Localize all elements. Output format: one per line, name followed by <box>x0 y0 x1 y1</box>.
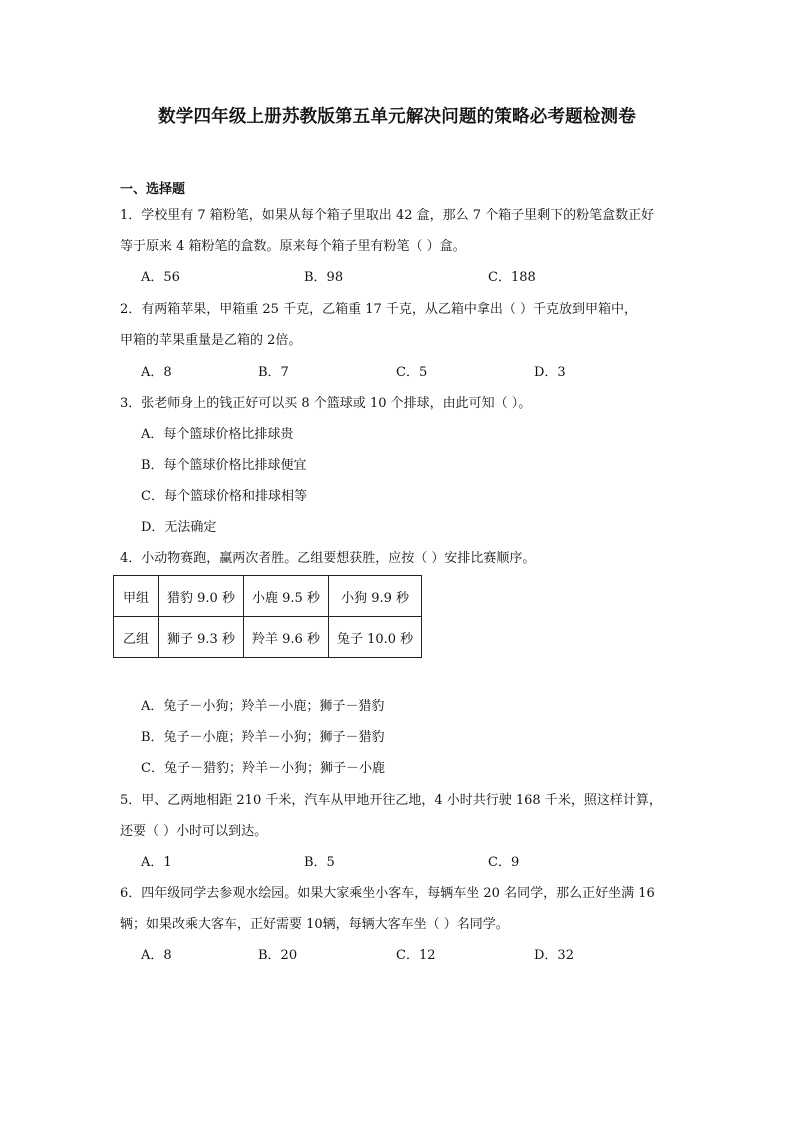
question-1-line-1: 1．学校里有 7 箱粉笔，如果从每个箱子里取出 42 盒，那么 7 个箱子里剩下的粉笔盒数正好 <box>120 208 655 223</box>
question-4-option-c: C．兔子－猎豹；羚羊－小狗；狮子－小鹿 <box>141 761 385 776</box>
table-cell: 乙组 <box>114 617 159 658</box>
question-5-line-1: 5．甲、乙两地相距 210 千米，汽车从甲地开往乙地，4 小时共行驶 168 千米，照这样计算， <box>120 793 662 808</box>
question-4-option-b: B．兔子－小鹿；羚羊－小狗；狮子－猎豹 <box>141 730 385 745</box>
question-6-option-c: C．12 <box>396 948 436 963</box>
question-2-line-2: 甲箱的苹果重量是乙箱的 2倍。 <box>120 333 302 348</box>
question-4-option-a: A．兔子－小狗；羚羊－小鹿；狮子－猎豹 <box>141 699 385 714</box>
question-3-line-1: 3．张老师身上的钱正好可以买 8 个篮球或 10 个排球，由此可知（ ）。 <box>120 396 532 411</box>
question-5-option-b: B．5 <box>304 855 335 870</box>
question-3-option-c: C．每个篮球价格和排球相等 <box>141 489 307 504</box>
question-6-line-1: 6．四年级同学去参观水绘园。如果大家乘坐小客车，每辆车坐 20 名同学，那么正好坐满 16 <box>120 886 655 901</box>
question-4-line-1: 4．小动物赛跑，赢两次者胜。乙组要想获胜，应按（ ）安排比赛顺序。 <box>120 551 536 566</box>
table-cell: 小狗 9.9 秒 <box>328 576 421 617</box>
question-6-option-b: B．20 <box>258 948 298 963</box>
table-cell: 甲组 <box>114 576 159 617</box>
question-5-line-2: 还要（ ）小时可以到达。 <box>120 824 268 839</box>
question-1-option-c: C．188 <box>488 270 536 285</box>
question-6-line-2: 辆；如果改乘大客车，正好需要 10辆，每辆大客车坐（ ）名同学。 <box>120 917 509 932</box>
question-1-line-2: 等于原来 4 箱粉笔的盒数。原来每个箱子里有粉笔（ ）盒。 <box>120 239 466 254</box>
question-2-option-d: D．3 <box>534 365 566 380</box>
question-1-option-b: B．98 <box>304 270 344 285</box>
section-heading: 一、选择题 <box>120 182 186 197</box>
question-3-option-d: D．无法确定 <box>141 520 217 535</box>
table-cell: 兔子 10.0 秒 <box>328 617 421 658</box>
question-3-option-b: B．每个篮球价格比排球便宜 <box>141 458 307 473</box>
page-title: 数学四年级上册苏教版第五单元解决问题的策略必考题检测卷 <box>158 107 636 127</box>
question-6-option-a: A．8 <box>141 948 172 963</box>
table-row <box>114 617 422 658</box>
question-2-line-1: 2．有两箱苹果，甲箱重 25 千克，乙箱重 17 千克，从乙箱中拿出（ ）千克放到甲箱中， <box>120 302 638 317</box>
table-row <box>114 576 422 617</box>
table-cell: 狮子 9.3 秒 <box>159 617 244 658</box>
question-2-option-c: C．5 <box>396 365 428 380</box>
question-6-option-d: D．32 <box>534 948 574 963</box>
table-cell: 小鹿 9.5 秒 <box>244 576 329 617</box>
question-3-option-a: A．每个篮球价格比排球贵 <box>141 427 294 442</box>
question-1-option-a: A．56 <box>141 270 180 285</box>
table-cell: 羚羊 9.6 秒 <box>244 617 329 658</box>
question-5-option-c: C．9 <box>488 855 520 870</box>
question-2-option-b: B．7 <box>258 365 289 380</box>
race-times-table <box>113 575 422 658</box>
question-5-option-a: A．1 <box>141 855 172 870</box>
table-cell: 猎豹 9.0 秒 <box>159 576 244 617</box>
question-2-option-a: A．8 <box>141 365 172 380</box>
